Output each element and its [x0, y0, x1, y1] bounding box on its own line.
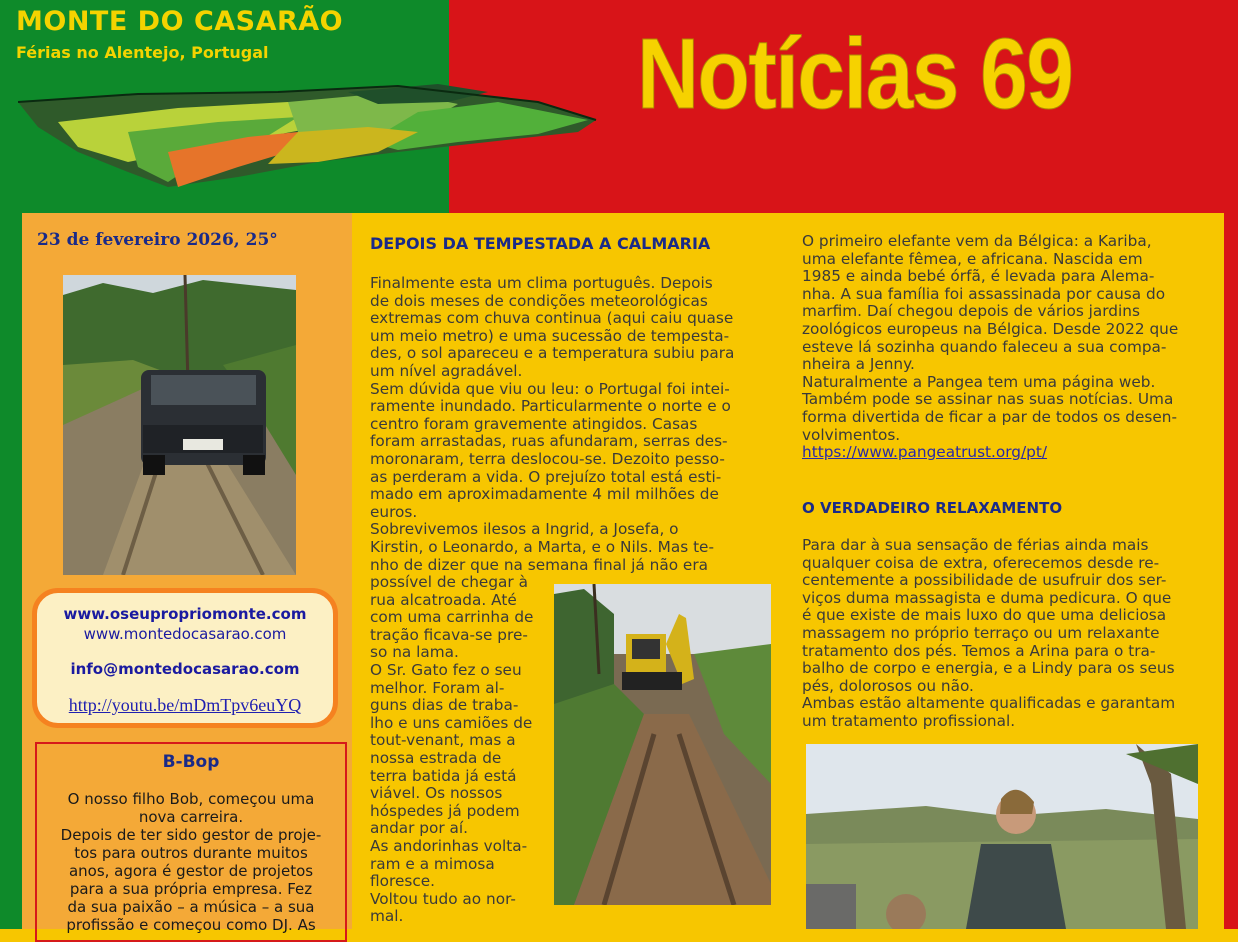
bbop-title: B-Bop: [162, 752, 220, 772]
issue-date: 23 de fevereiro 2026, 25°: [37, 230, 278, 250]
email-link[interactable]: info@montedocasarao.com: [70, 660, 300, 678]
elephant-article-body: O primeiro elefante vem da Bélgica: a Kariba, uma elefante fêmea, e africana. Nascida em 1985 e ainda bebé órfã, é levada para Alema- nha. A sua família foi assassinada por causa do marfim. Daí chegou depois de vários jardins zoológicos europeus na Bélgica. Desde 2022 que esteve lá sozinha quando faleceu a sua compa- nheira a Jenny. Naturalmente a Pangea tem uma página web. Também pode se assinar nas suas notícias. Uma forma divertida de ficar a par de todos os desen- volvimentos. https://www.pangeatrust.org/pt/: [802, 233, 1222, 462]
article1-body: Finalmente esta um clima português. Depois de dois meses de condições meteorológicas extremas com chuva continua (aqui caiu quase um meio metro) e uma sucessão de tempesta- des, o sol apareceu e a temperatura subiu para um nível agradável. Sem dúvida que viu ou leu: o Portugal foi intei- ramente inundado. Particularmente o norte e o centro foram gravemente atingidos. Casas foram arrastadas, ruas afundaram, serras des- moronaram, terra deslocou-se. Dezoito pesso- as perderam a vida. O prejuízo total está esti- mado em aproximadamente 4 mil milhões de euros. Sobrevivemos ilesos a Ingrid, a Josefa, o Kirstin, o Leonardo, a Marta, e o Nils. Mas te- nho de dizer que na semana final já não era: [370, 274, 735, 574]
massage-therapist-outdoor-photo: [806, 744, 1198, 929]
bbop-text: O nosso filho Bob, começou uma nova carreira. Depois de ter sido gestor de proje- tos para outros durante muitos anos, agora é gestor de projetos para a sua própria empresa. Fez da sua paixão – a música – a sua profissão e começou como DJ. As: [60, 790, 322, 934]
excavator-road-photo: [554, 584, 771, 905]
site-name: MONTE DO CASARÃO: [16, 6, 344, 37]
site-tagline: Férias no Alentejo, Portugal: [16, 43, 269, 62]
website-link-1[interactable]: www.oseupropriomonte.com: [63, 605, 307, 623]
article2-title: O VERDADEIRO RELAXAMENTO: [802, 499, 1063, 517]
pangea-link[interactable]: https://www.pangeatrust.org/pt/: [802, 443, 1048, 462]
article1-title: DEPOIS DA TEMPESTADA A CALMARIA: [370, 234, 711, 253]
issue-title: Notícias 69: [637, 18, 1073, 130]
landscape-logo-icon: [18, 72, 600, 192]
article2-body: Para dar à sua sensação de férias ainda mais qualquer coisa de extra, oferecemos desde re- centemente a possibilidade de usufruir dos ser- viços duma massagista e duma pedicura. O que é que existe de mais luxo do que uma deliciosa massagem no próprio terraço ou um relaxante tratamento dos pés. Temos a Arina para o tra- balho de corpo e energia, e a Lindy para os seus pés, dolorosos ou não. Ambas estão altamente qualificadas e garantam um tratamento profissional.: [802, 536, 1176, 730]
truck-on-muddy-road-photo: [63, 275, 296, 575]
bbop-box: [35, 742, 347, 942]
right-red-strip: [1224, 213, 1238, 929]
left-green-strip: [0, 213, 22, 929]
website-link-2[interactable]: www.montedocasarao.com: [83, 625, 287, 643]
youtube-link[interactable]: http://youtu.be/mDmTpv6euYQ: [68, 695, 302, 715]
article1-body-narrow: possível de chegar à rua alcatroada. Até com uma carrinha de tração ficava-se pre- so na lama. O Sr. Gato fez o seu melhor. Foram al- guns dias de traba- lho e uns camiões de tout-venant, mas a nossa estrada de terra batida já está viável. Os nossos hóspedes já podem andar por aí. As andorinhas volta- ram e a mimosa floresce. Voltou tudo ao nor- mal.: [370, 573, 534, 926]
contact-links-box: [32, 588, 338, 728]
